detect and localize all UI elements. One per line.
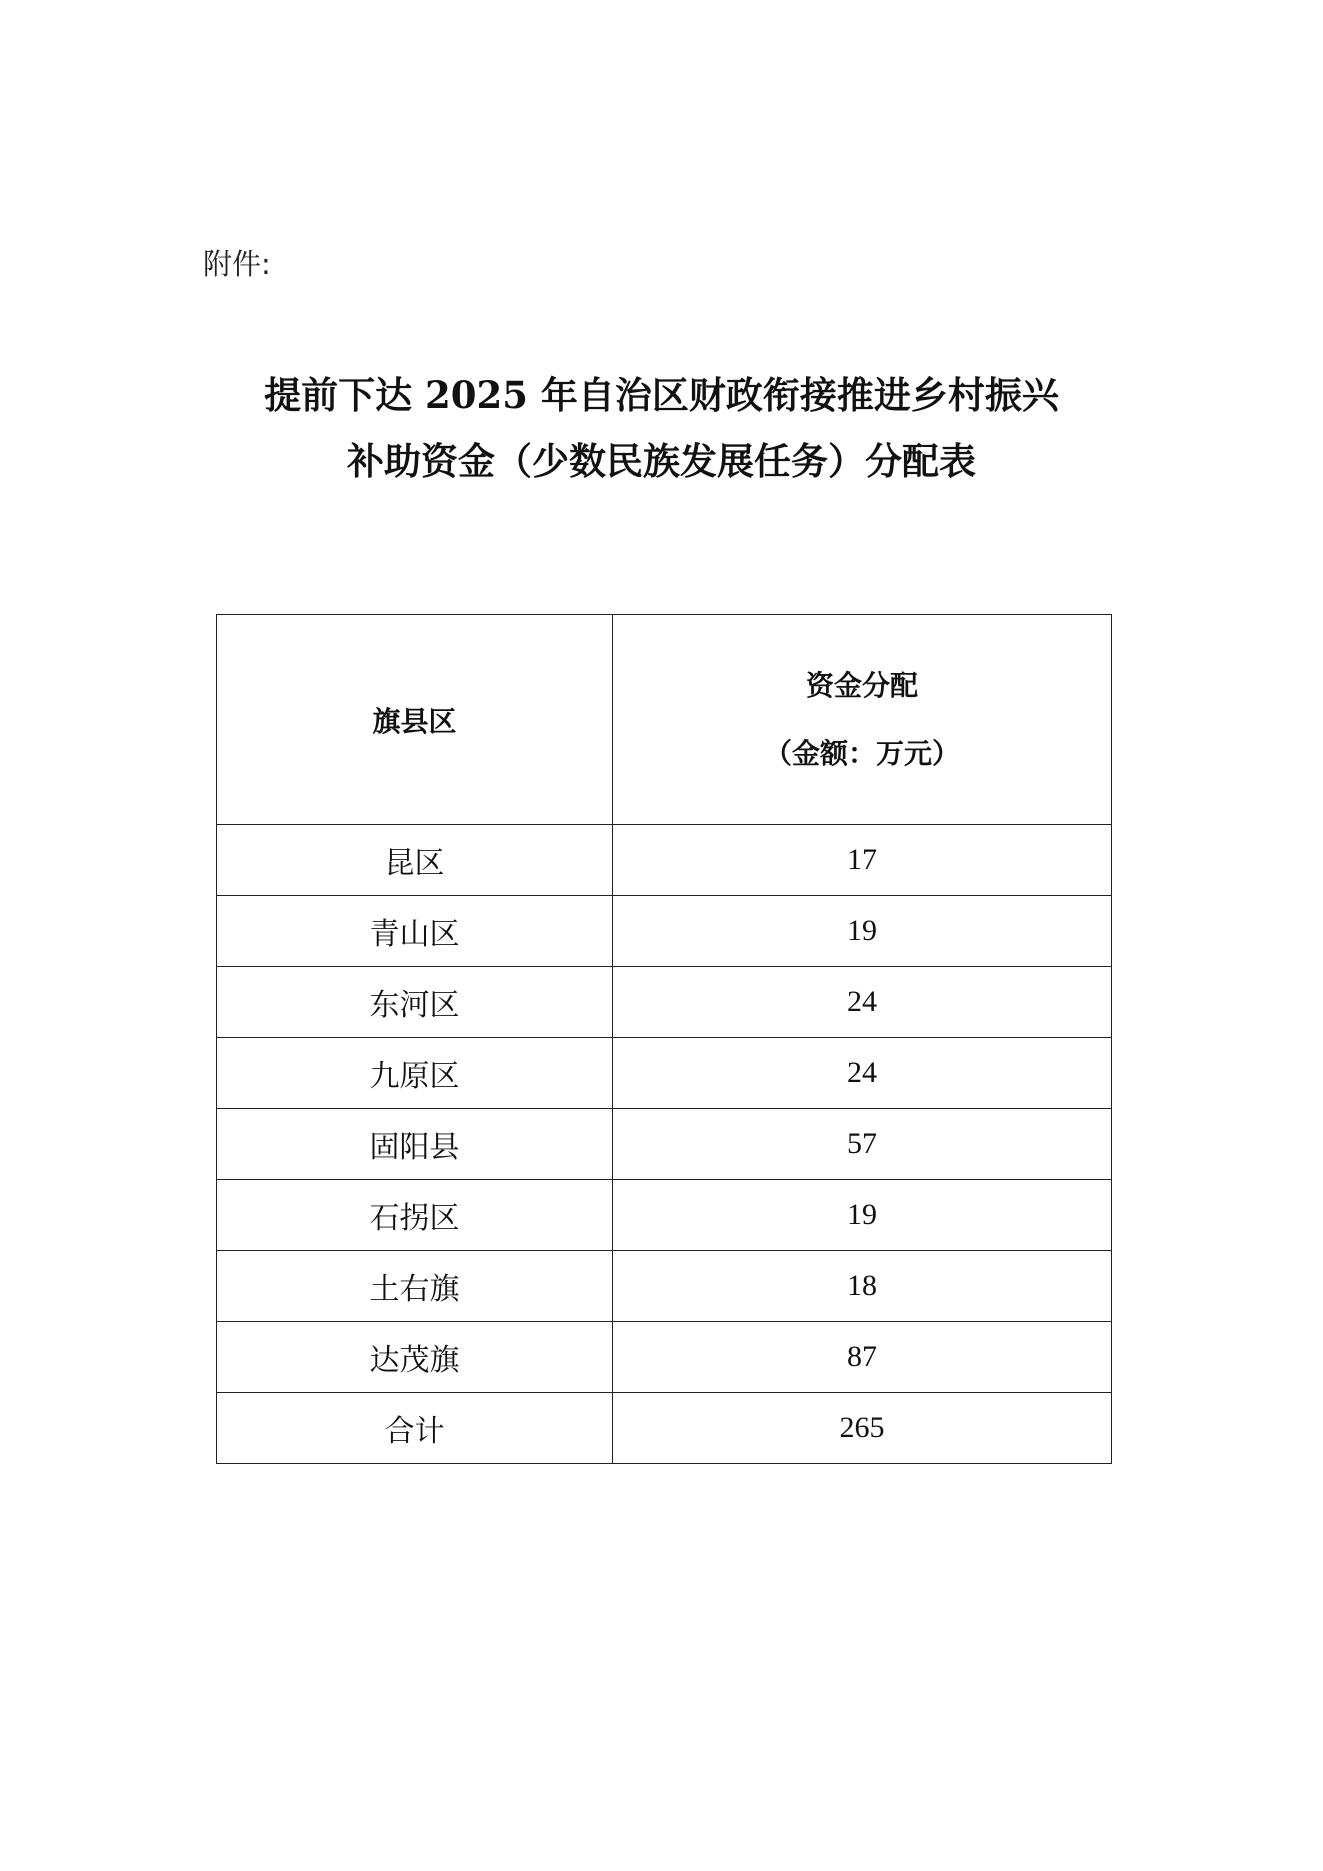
title-line-2: 补助资金（少数民族发展任务）分配表: [347, 439, 976, 483]
amount-cell: 19: [613, 1180, 1112, 1251]
amount-cell: 17: [613, 825, 1112, 896]
allocation-table: [216, 614, 1112, 1464]
table-header-row: [217, 615, 1112, 825]
table-row: [217, 967, 1112, 1038]
table-row: [217, 1251, 1112, 1322]
amount-cell: 24: [613, 1038, 1112, 1109]
header-amount-label: 资金分配: [805, 668, 918, 702]
total-row: [217, 1393, 1112, 1464]
total-amount-cell: 265: [613, 1393, 1112, 1464]
region-cell: 昆区: [217, 825, 613, 896]
region-cell: 石拐区: [217, 1180, 613, 1251]
table-row: [217, 1109, 1112, 1180]
header-region-label: 旗县区: [372, 704, 457, 738]
attachment-label: 附件:: [203, 247, 271, 281]
amount-cell: 87: [613, 1322, 1112, 1393]
header-region: [217, 615, 613, 825]
region-cell: 东河区: [217, 967, 613, 1038]
table-row: [217, 1322, 1112, 1393]
region-cell: 青山区: [217, 896, 613, 967]
amount-cell: 18: [613, 1251, 1112, 1322]
table-row: [217, 1180, 1112, 1251]
amount-cell: 19: [613, 896, 1112, 967]
region-cell: 土右旗: [217, 1251, 613, 1322]
total-label-cell: 合计: [217, 1393, 613, 1464]
document-title: [0, 362, 1323, 494]
header-amount: [613, 615, 1112, 825]
header-amount-unit: （金额：万元）: [763, 736, 960, 770]
table-row: [217, 1038, 1112, 1109]
table-row: [217, 825, 1112, 896]
amount-cell: 57: [613, 1109, 1112, 1180]
table-row: [217, 896, 1112, 967]
region-cell: 固阳县: [217, 1109, 613, 1180]
region-cell: 九原区: [217, 1038, 613, 1109]
region-cell: 达茂旗: [217, 1322, 613, 1393]
amount-cell: 24: [613, 967, 1112, 1038]
title-line-1: 提前下达 2025 年自治区财政衔接推进乡村振兴: [264, 373, 1059, 417]
